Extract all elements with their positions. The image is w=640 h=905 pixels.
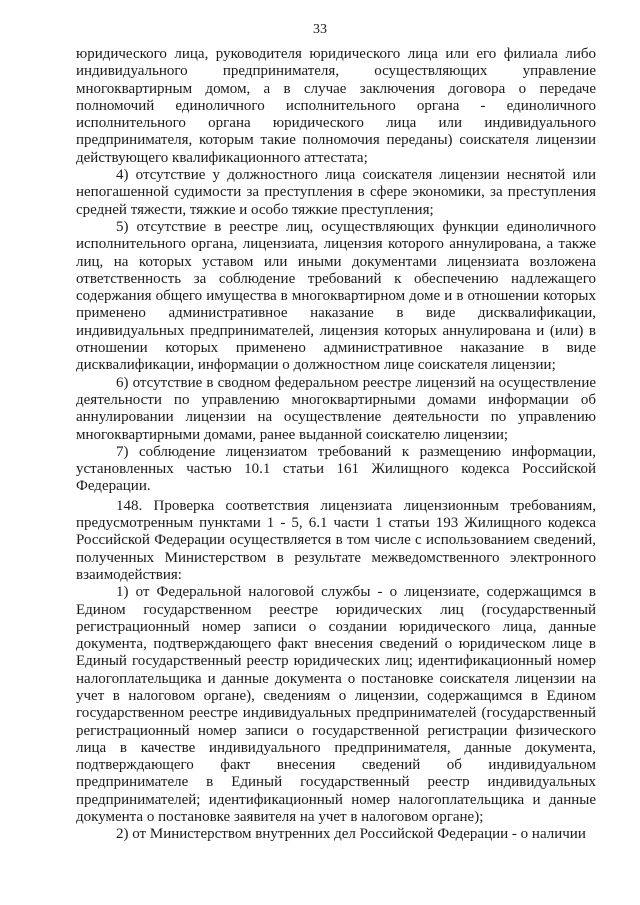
paragraph-subitem-2: 2) от Министерством внутренних дел Российской Федерации - о наличии bbox=[116, 826, 586, 843]
document-body bbox=[76, 46, 596, 844]
paragraph-section-148: 148. Проверка соответствия лицензиата лицензионным требованиям, предусмотренным пунктами 1 - 5, 6.1 части 1 статьи 193 Жилищного кодекса Российской Федерации осуществляется в том числе с использованием сведений, полученных Министерством в результате межведомственного электронного взаимодействия: bbox=[76, 497, 596, 583]
paragraph-item-5: 5) отсутствие в реестре лиц, осуществляющих функции единоличного исполнительного органа, лицензиата, лицензия которого аннулирована, а также лиц, на которых уставом или иными документами лицензиата возложена ответственность за соблюдение требований к обеспечению надлежащего содержания общего имущества в многоквартирном доме и в отношении которых применено административное наказание в виде дисквалификации, индивидуальных предпринимателей, лицензия которых аннулирована и (или) в отношении которых применено административное наказание в виде дисквалификации, информации о должностном лице соискателя лицензии; bbox=[76, 218, 596, 374]
paragraph-continuation: юридического лица, руководителя юридического лица или его филиала либо индивидуального предпринимателя, осуществляющих управление многоквартирным домом, а в случае заключения договора о передаче полномочий единоличного исполнительного органа - единоличного исполнительного органа юридического лица или индивидуального предпринимателя, которым такие полномочия переданы) соискателя лицензии действующего квалификационного аттестата; bbox=[76, 46, 596, 166]
paragraph-item-4: 4) отсутствие у должностного лица соискателя лицензии неснятой или непогашенной судимости за преступления в сфере экономики, за преступления средней тяжести, тяжкие и особо тяжкие преступления; bbox=[76, 167, 596, 218]
paragraph-item-6: 6) отсутствие в сводном федеральном реестре лицензий на осуществление деятельности по управлению многоквартирными домами информации об аннулировании лицензии на осуществление деятельности по управлению многоквартирными домами, ранее выданной соискателю лицензии; bbox=[76, 374, 596, 443]
paragraph-item-7: 7) соблюдение лицензиатом требований к размещению информации, установленных частью 10.1 статьи 161 Жилищного кодекса Российской Федерации. bbox=[76, 443, 596, 495]
paragraph-subitem-1: 1) от Федеральной налоговой службы - о лицензиате, содержащимся в Едином государственном реестре юридических лиц (государственный регистрационный номер записи о создании юридического лица, данные документа, подтверждающего факт внесения сведений о юридическом лице в Единый государственный реестр юридических лиц; идентификационный номер налогоплательщика и данные документа о постановке соискателя лицензии на учет в налоговом органе), сведениям о лицензии, содержащимся в Едином государственном реестре индивидуальных предпринимателей (государственный регистрационный номер записи о государственной регистрации физического лица в качестве индивидуального предпринимателя, данные документа, подтверждающего факт внесения сведений об индивидуальном предпринимателе в Единый государственный реестр индивидуальных предпринимателей; идентификационный номер налогоплательщика и данные документа о постановке заявителя на учет в налоговом органе); bbox=[76, 584, 596, 826]
page-number: 33 bbox=[313, 22, 327, 37]
